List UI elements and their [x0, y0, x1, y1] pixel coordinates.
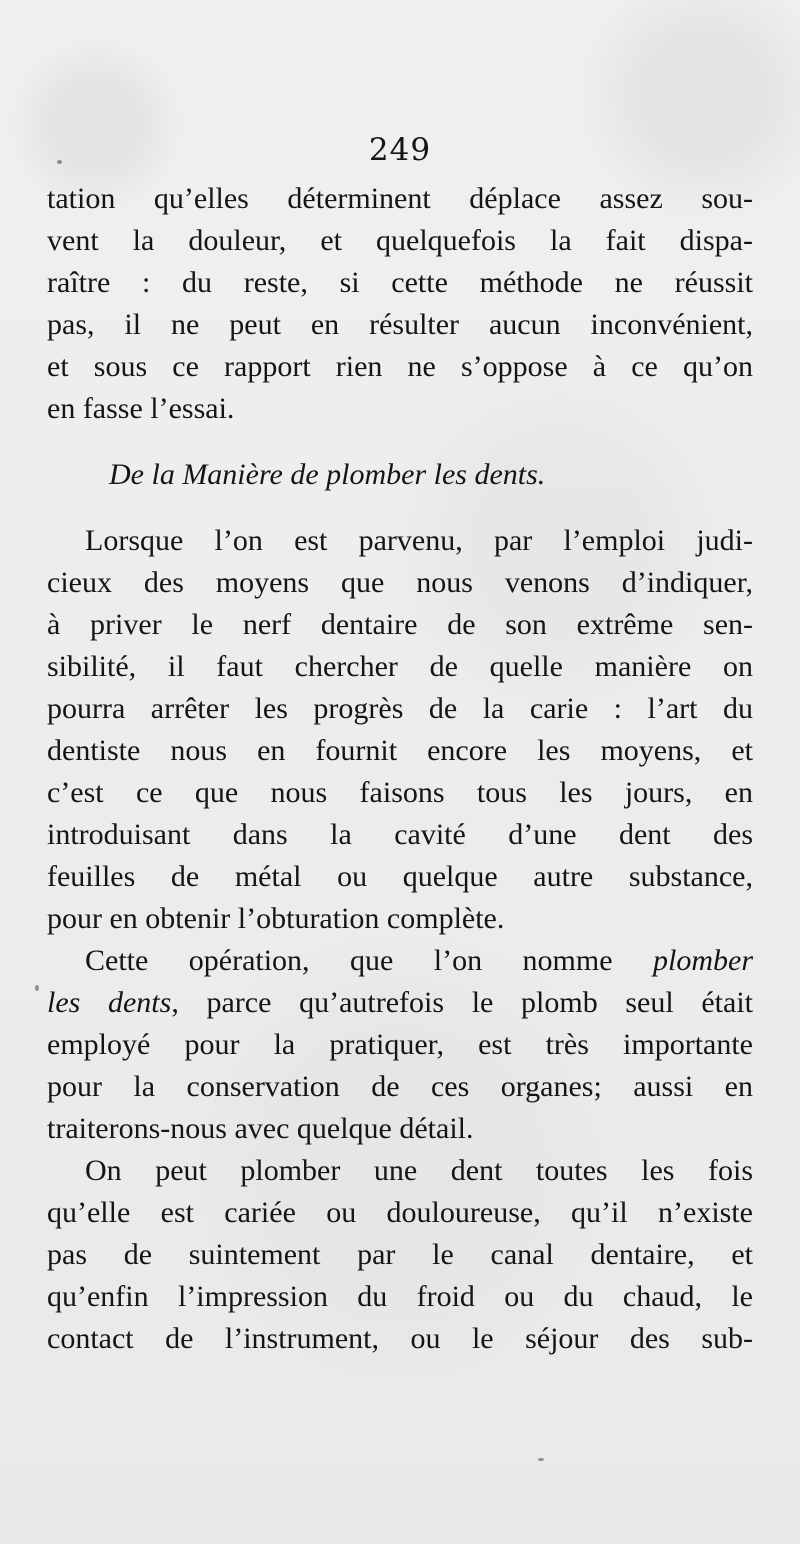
text-line: pourra arrêter les progrès de la carie : l’art du [47, 692, 753, 725]
text-line: dentiste nous en fournit encore les moyens, et [47, 734, 753, 767]
text-line: qu’elle est cariée ou douloureuse, qu’il n’existe [47, 1196, 753, 1229]
text-line: pour la conservation de ces organes; aussi en [47, 1070, 753, 1103]
ink-speck [35, 985, 39, 991]
ink-speck [538, 1458, 544, 1461]
section-heading: De la Manière de plomber les dents. [109, 458, 546, 491]
text-line: qu’enfin l’impression du froid ou du chaud, le [47, 1280, 753, 1313]
italic-term: plomber [653, 944, 753, 977]
text-line: à priver le nerf dentaire de son extrême sen- [47, 608, 753, 641]
text-run: , parce qu’autrefois le plomb seul était [171, 986, 753, 1019]
text-line: employé pour la pratiquer, est très importante [47, 1028, 753, 1061]
text-line: introduisant dans la cavité d’une dent des [47, 818, 753, 851]
text-line: sibilité, il faut chercher de quelle manière on [47, 650, 753, 683]
text-line: Lorsque l’on est parvenu, par l’emploi judi- [85, 524, 753, 557]
text-line [47, 982, 753, 1024]
text-run: Cette opération, que l’on nomme [85, 944, 653, 977]
text-line: traiterons-nous avec quelque détail. [47, 1112, 474, 1145]
page-body [47, 178, 753, 1360]
text-line: On peut plomber une dent toutes les fois [85, 1154, 753, 1187]
text-line: pour en obtenir l’obturation complète. [47, 902, 505, 935]
text-line: cieux des moyens que nous venons d’indiquer, [47, 566, 753, 599]
text-line [47, 940, 753, 982]
text-line: pas de suintement par le canal dentaire, et [47, 1238, 753, 1271]
text-line: en fasse l’essai. [47, 392, 235, 425]
text-line: raître : du reste, si cette méthode ne réussit [47, 266, 753, 299]
text-line: pas, il ne peut en résulter aucun inconvénient, [47, 308, 753, 341]
italic-term: les dents [47, 986, 172, 1019]
page-number: 249 [368, 132, 432, 168]
text-line: tation qu’elles déterminent déplace assez sou- [47, 182, 753, 215]
text-line: feuilles de métal ou quelque autre substance, [47, 860, 753, 893]
text-line: et sous ce rapport rien ne s’oppose à ce qu’on [47, 350, 753, 383]
text-line: vent la douleur, et quelquefois la fait dispa- [47, 224, 753, 257]
text-line: c’est ce que nous faisons tous les jours, en [47, 776, 753, 809]
text-line: contact de l’instrument, ou le séjour des sub- [47, 1322, 753, 1355]
